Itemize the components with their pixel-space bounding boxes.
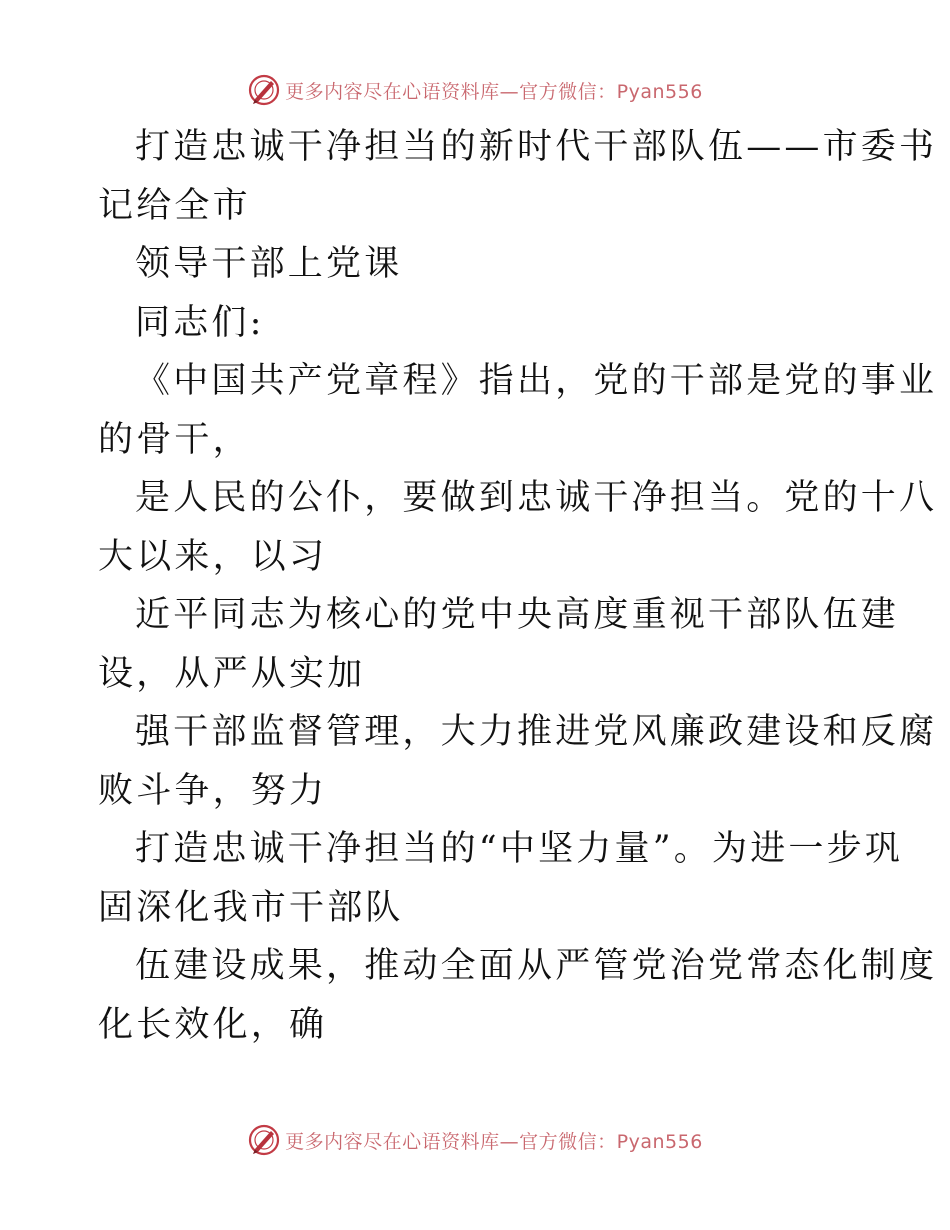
text-line: 固深化我市干部队 [98,887,404,928]
watermark-text: 更多内容尽在心语资料库—官方微信：Pyan556 [285,80,703,103]
text-line: 化长效化，确 [98,1004,328,1045]
text-line: 《中国共产党章程》指出，党的干部是党的事业 [135,361,938,401]
pen-logo-icon [247,1123,281,1157]
text-line: 打造忠诚干净担当的新时代干部队伍——市委书 [135,127,938,167]
watermark-text: 更多内容尽在心语资料库—官方微信：Pyan556 [285,1130,703,1153]
text-line: 大以来，以习 [98,536,328,577]
text-line: 是人民的公仆，要做到忠诚干净担当。党的十八 [135,478,938,518]
text-line: 伍建设成果，推动全面从严管党治党常态化制度 [135,946,938,986]
text-line: 近平同志为核心的党中央高度重视干部队伍建 [135,595,900,635]
text-line: 记给全市 [98,185,251,226]
text-line: 设，从严从实加 [98,653,366,694]
text-line: 领导干部上党课 [135,244,403,284]
text-line: 打造忠诚干净担当的“中坚力量”。为进一步巩 [135,829,903,869]
header-watermark [0,72,950,108]
text-line: 败斗争，努力 [98,770,328,811]
text-line: 的骨干， [98,419,251,460]
text-line: 强干部监督管理，大力推进党风廉政建设和反腐 [135,712,938,752]
text-line: 同志们: [135,302,265,343]
document-body [98,118,938,1054]
footer-watermark [0,1122,950,1158]
pen-logo-icon [247,73,281,107]
